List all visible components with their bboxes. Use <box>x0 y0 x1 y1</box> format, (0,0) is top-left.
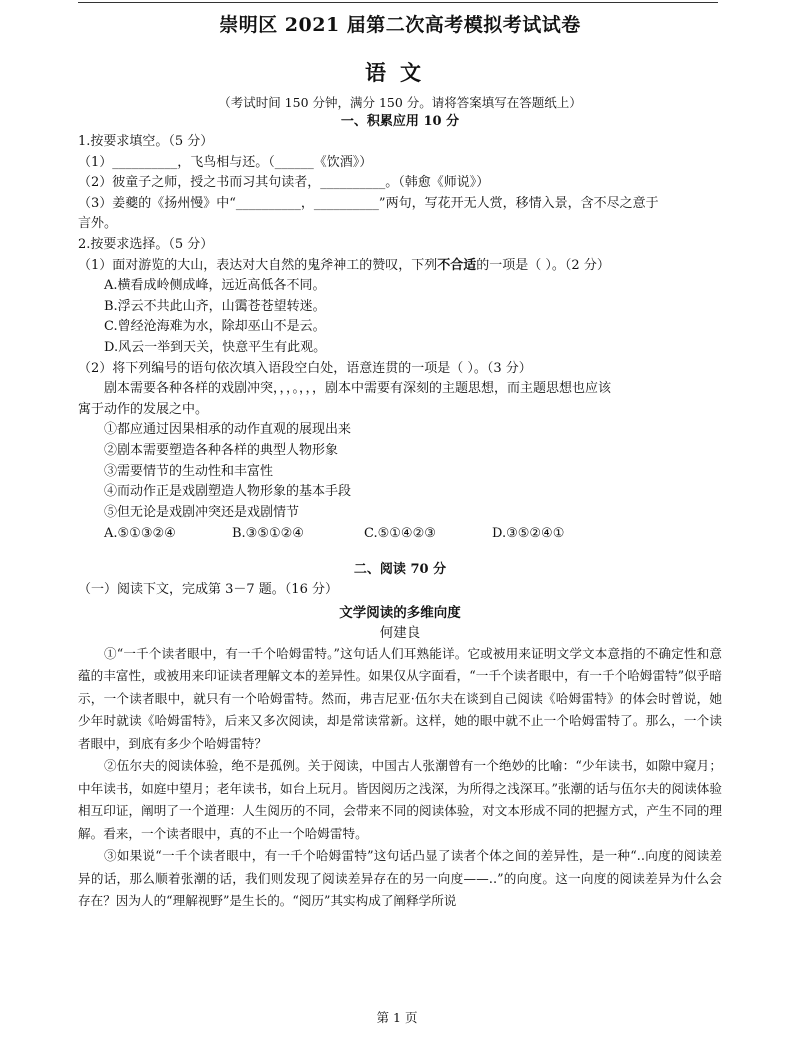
q2-sub2-option-b: B.③⑤①②④ <box>232 526 304 542</box>
article-paragraph-1: ①“一千个读者眼中，有一千个哈姆雷特。”这句话人们耳熟能详。它或被用来证明文学文本意指的不确定性和意蕴的丰富性，或被用来印证读者理解文本的差异性。如果仅从字面看，“一千个读者眼中，有一千个哈姆雷特”似乎暗示，一个读者眼中，就只有一个哈姆雷特。然而，弗吉尼亚·伍尔夫在谈到自己阅读《哈姆雷特》的体会时曾说，她少年时就读《哈姆雷特》，后来又多次阅读，却是常读常新。这样，她的眼中就不止一个哈姆雷特了。那么，一个读者眼中，到底有多少个哈姆雷特？ <box>78 645 722 751</box>
q2-sub2-passage-line2: 寓于动作的发展之中。 <box>78 401 209 417</box>
q2-sub2-item-3: ③需要情节的生动性和丰富性 <box>104 463 274 479</box>
q2-sub1-pre: （1）面对游览的大山，表达对大自然的鬼斧神工的赞叹，下列 <box>78 257 438 273</box>
q2-sub2-item-4: ④而动作正是戏剧塑造人物形象的基本手段 <box>104 484 352 500</box>
section-1-heading: 一、积累应用 10 分 <box>340 114 460 129</box>
q2-sub2-item-2: ②剧本需要塑造各种各样的典型人物形象 <box>104 442 339 458</box>
q2-sub1-option-c: C.曾经沧海难为水，除却巫山不是云。 <box>104 319 326 335</box>
q1-stem: 1.按要求填空。（5 分） <box>78 134 214 149</box>
q2-sub2-option-d: D.③⑤②④① <box>492 526 565 542</box>
q2-sub2-stem: （2）将下列编号的语句依次填入语段空白处，语意连贯的一项是（ ）。（3 分） <box>78 360 532 376</box>
top-rule <box>78 2 718 3</box>
q2-sub1-emphasis: 不合适 <box>437 257 477 273</box>
q2-sub2-option-a: A.⑤①③②④ <box>104 526 176 542</box>
q2-sub2-options <box>78 523 722 544</box>
q2-sub2-item-1: ①都应通过因果相承的动作直观的展现出来 <box>104 422 352 438</box>
article-paragraph-3: ③如果说“一千个读者眼中，有一千个哈姆雷特”这句话凸显了读者个体之间的差异性，是一种“‥向度的阅读差异的话，那么顺着张潮的话，我们则发现了阅读差异存在的另一向度——‥”的向度。这一向度的阅读差异为什么会存在？因为人的“理解视野”是生长的。“阅历”其实构成了阐释学所说 <box>78 848 722 909</box>
section-2-heading: 二、阅读 70 分 <box>353 562 447 578</box>
page-number: 第 1 页 <box>376 1010 418 1025</box>
exam-title: 崇明区 2021 届第二次高考模拟考试试卷 <box>219 14 581 36</box>
exam-page <box>78 8 722 913</box>
q2-sub2-passage-line1: 剧本需要各种各样的戏剧冲突，，，。，，，剧本中需要有深刻的主题思想，而主题思想也应该 <box>104 381 612 397</box>
q2-sub2-option-c: C.⑤①④②③ <box>364 526 436 542</box>
q1-item-1: （1）__________，飞鸟相与还。（______《饮酒》） <box>78 154 373 170</box>
q1-item-3-cont: 言外。 <box>78 216 118 232</box>
q2-sub1-post: 的一项是（ ）。（2 分） <box>476 257 610 273</box>
article-author: 何建良 <box>379 624 421 641</box>
q1-item-2: （2）彼童子之师，授之书而习其句读者，__________。（韩愈《师说》） <box>78 175 490 191</box>
q2-sub2-item-5: ⑤但无论是戏剧冲突还是戏剧情节 <box>104 504 300 520</box>
subject-title: 语文 <box>365 60 435 85</box>
q2-sub1-option-a: A.横看成岭侧成峰，远近高低各不同。 <box>104 278 326 294</box>
q2-sub1-option-d: D.风云一举到天关，快意平生有此观。 <box>104 339 327 355</box>
article-paragraph-2: ②伍尔夫的阅读体验，绝不是孤例。关于阅读，中国古人张潮曾有一个绝妙的比喻：“少年读书，如隙中窥月；中年读书，如庭中望月；老年读书，如台上玩月。皆因阅历之浅深，为所得之浅深耳。”张潮的话与伍尔夫的阅读体验相互印证，阐明了一个道理：人生阅历的不同，会带来不同的阅读体验，对文本形成不同的把握方式，产生不同的理解。看来，一个读者眼中，真的不止一个哈姆雷特。 <box>78 758 722 841</box>
q2-stem: 2.按要求选择。（5 分） <box>78 236 214 252</box>
part-1-instruction: （一）阅读下文，完成第 3－7 题。（16 分） <box>78 582 338 598</box>
q2-sub1-stem <box>78 256 722 277</box>
q1-item-3: （3）姜夔的《扬州慢》中“__________，__________”两句，写花开无人赏，移情入景，含不尽之意于 <box>78 195 659 211</box>
q2-sub1-option-b: B.浮云不共此山齐，山霭苍苍望转迷。 <box>104 298 326 314</box>
article-title: 文学阅读的多维向度 <box>339 604 461 621</box>
exam-note: （考试时间 150 分钟，满分 150 分。请将答案填写在答题纸上） <box>218 95 582 110</box>
